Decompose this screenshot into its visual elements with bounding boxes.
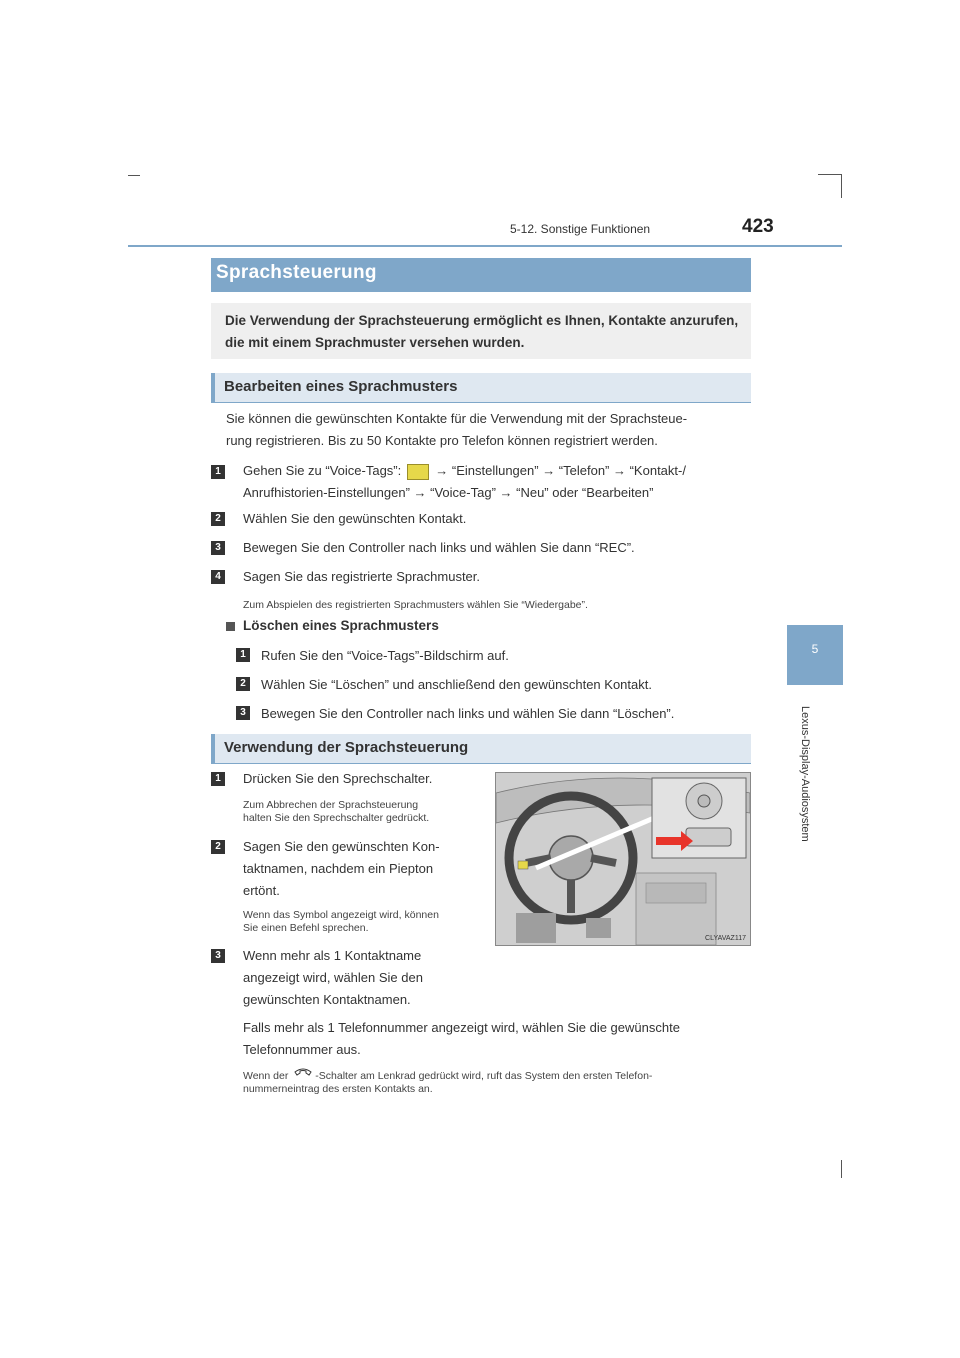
step-line: ertönt.	[243, 883, 280, 898]
step-number: 2	[236, 677, 250, 691]
step-line: Sagen Sie den gewünschten Kon-	[243, 839, 440, 854]
note-text: Wenn der	[243, 1070, 289, 1082]
steering-wheel-drawing	[496, 773, 750, 945]
intro-text: Die Verwendung der Sprachsteuerung ermöglicht es Ihnen, Kontakte anzurufen, die mit einem Sprachmuster versehen wurden.	[225, 313, 739, 350]
crop-mark	[841, 174, 842, 198]
edit-step-3: Bewegen Sie den Controller nach links und wählen Sie dann “REC”.	[243, 540, 635, 555]
image-code: CLYAVAZ117	[705, 935, 746, 942]
crop-mark	[128, 175, 140, 176]
step-line: Wenn mehr als 1 Kontaktname	[243, 948, 422, 963]
step-number: 3	[211, 541, 225, 555]
chapter-number: 5	[811, 642, 819, 656]
final-note	[243, 1068, 753, 1096]
followup-line: Telefonnummer aus.	[243, 1042, 361, 1057]
step-line: taktnamen, nachdem ein Piepton	[243, 861, 434, 876]
note-line: halten Sie den Sprechschalter gedrückt.	[243, 812, 430, 824]
crop-mark	[841, 1160, 842, 1178]
note-text: -Schalter am Lenkrad gedrückt wird, ruft das System den ersten Telefon-	[315, 1070, 653, 1082]
page-title: Sprachsteuerung	[216, 262, 377, 283]
phone-icon	[293, 1068, 313, 1080]
section-header: 5-12. Sonstige Funktionen	[510, 222, 651, 236]
note-line: Sie einen Befehl sprechen.	[243, 922, 369, 934]
header-rule	[128, 245, 842, 247]
step-number: 3	[211, 949, 225, 963]
section-edit-heading: Bearbeiten eines Sprachmusters	[224, 378, 458, 395]
steering-wheel-illustration	[495, 772, 751, 946]
step-number: 1	[211, 465, 225, 479]
followup-line: Falls mehr als 1 Telefonnummer angezeigt wird, wählen Sie die gewünschte	[243, 1020, 680, 1035]
delete-step-3: Bewegen Sie den Controller nach links und wählen Sie dann “Löschen”.	[261, 706, 675, 721]
step-number: 1	[211, 772, 225, 786]
crop-mark	[818, 174, 842, 175]
followup-text	[243, 1017, 753, 1061]
edit-paragraph	[226, 408, 756, 452]
step-number: 3	[236, 706, 250, 720]
edit-step-4: Sagen Sie das registrierte Sprachmuster.	[243, 569, 481, 584]
section-use-heading: Verwendung der Sprachsteuerung	[224, 739, 469, 756]
step-text: Anrufhistorien-Einstellungen” → “Voice-Tag” → “Neu” oder “Bearbeiten”	[243, 485, 654, 500]
step-number: 1	[236, 648, 250, 662]
use-step-2	[243, 836, 483, 902]
use-step-2-note	[243, 909, 488, 935]
edit-note: Zum Abspielen des registrierten Sprachmusters wählen Sie “Wiedergabe”.	[243, 599, 588, 611]
note-line: Wenn das Symbol angezeigt wird, können	[243, 909, 439, 921]
edit-paragraph-line: rung registrieren. Bis zu 50 Kontakte pro Telefon können registriert werden.	[226, 433, 658, 448]
edit-step-1	[243, 460, 753, 504]
edit-step-2: Wählen Sie den gewünschten Kontakt.	[243, 511, 467, 526]
delete-step-2: Wählen Sie “Löschen” und anschließend den gewünschten Kontakt.	[261, 677, 652, 692]
delete-step-1: Rufen Sie den “Voice-Tags”-Bildschirm auf.	[261, 648, 509, 663]
use-step-1: Drücken Sie den Sprechschalter.	[243, 771, 433, 786]
note-line: Zum Abbrechen der Sprachsteuerung	[243, 799, 419, 811]
step-line: angezeigt wird, wählen Sie den	[243, 970, 423, 985]
chapter-label: Lexus-Display-Audiosystem	[799, 706, 811, 842]
bullet-square-icon	[226, 622, 235, 631]
step-line: gewünschten Kontaktnamen.	[243, 992, 411, 1007]
step-number: 4	[211, 570, 225, 584]
note-text: nummerneintrag des ersten Kontakts an.	[243, 1083, 433, 1095]
delete-heading: Löschen eines Sprachmusters	[243, 618, 439, 633]
menu-key-icon	[407, 464, 429, 480]
step-text: Gehen Sie zu “Voice-Tags”:	[243, 463, 402, 478]
edit-paragraph-line: Sie können die gewünschten Kontakte für die Verwendung mit der Sprachsteue-	[226, 411, 688, 426]
chapter-tab	[787, 625, 843, 685]
use-step-1-note	[243, 799, 483, 825]
step-number: 2	[211, 512, 225, 526]
step-text: → “Einstellungen” → “Telefon” → “Kontakt-/	[435, 463, 686, 478]
step-number: 2	[211, 840, 225, 854]
use-step-3	[243, 945, 483, 1011]
page-number: 423	[742, 216, 774, 237]
